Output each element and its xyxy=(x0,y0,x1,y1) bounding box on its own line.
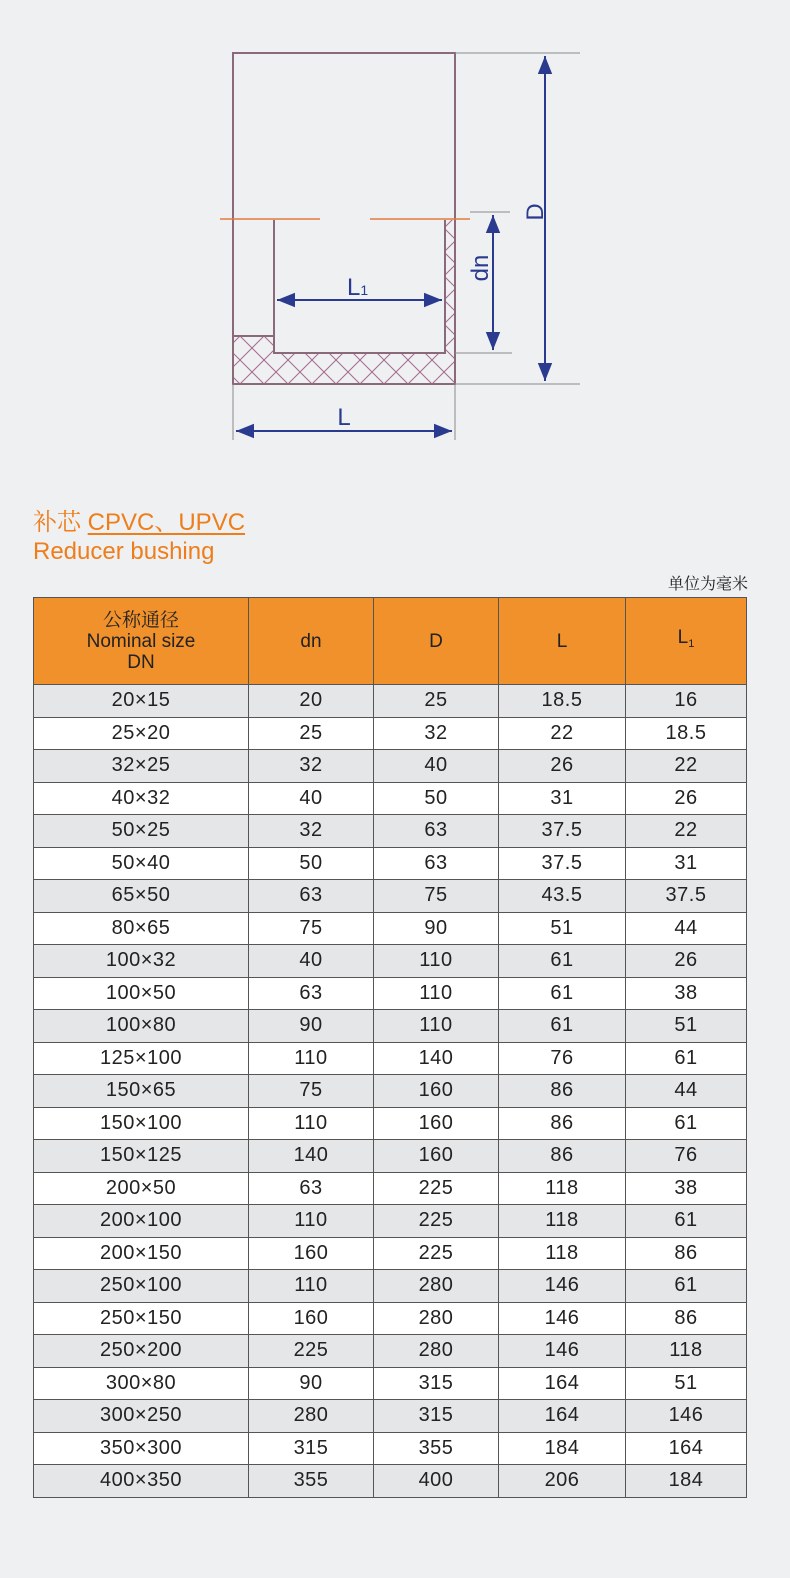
table-cell: 300×80 xyxy=(34,1367,249,1400)
table-row xyxy=(34,1302,747,1335)
table-cell: 355 xyxy=(374,1432,499,1465)
table-row xyxy=(34,1140,747,1173)
table-cell: 146 xyxy=(626,1400,747,1433)
reducer-bushing-diagram xyxy=(0,0,790,500)
table-cell: 20 xyxy=(249,685,374,718)
table-row xyxy=(34,1205,747,1238)
table-cell: 164 xyxy=(626,1432,747,1465)
table-cell: 37.5 xyxy=(626,880,747,913)
table-cell: 86 xyxy=(626,1237,747,1270)
table-row xyxy=(34,1075,747,1108)
header-L: L xyxy=(499,598,626,685)
table-cell: 22 xyxy=(499,717,626,750)
table-cell: 184 xyxy=(626,1465,747,1498)
table-cell: 38 xyxy=(626,977,747,1010)
table-row xyxy=(34,1237,747,1270)
table-row xyxy=(34,1270,747,1303)
table-cell: 75 xyxy=(249,912,374,945)
table-cell: 32×25 xyxy=(34,750,249,783)
table-cell: 90 xyxy=(249,1010,374,1043)
table-cell: 160 xyxy=(374,1075,499,1108)
table-cell: 40 xyxy=(374,750,499,783)
table-cell: 38 xyxy=(626,1172,747,1205)
table-cell: 22 xyxy=(626,815,747,848)
table-row xyxy=(34,945,747,978)
table-cell: 110 xyxy=(374,945,499,978)
table-cell: 100×80 xyxy=(34,1010,249,1043)
table-cell: 90 xyxy=(374,912,499,945)
table-cell: 86 xyxy=(499,1140,626,1173)
table-cell: 118 xyxy=(499,1172,626,1205)
table-cell: 150×125 xyxy=(34,1140,249,1173)
table-cell: 200×150 xyxy=(34,1237,249,1270)
table-cell: 160 xyxy=(374,1107,499,1140)
table-cell: 184 xyxy=(499,1432,626,1465)
table-cell: 110 xyxy=(249,1107,374,1140)
table-cell: 25 xyxy=(249,717,374,750)
table-cell: 40 xyxy=(249,945,374,978)
table-row xyxy=(34,977,747,1010)
table-row xyxy=(34,912,747,945)
table-cell: 63 xyxy=(374,847,499,880)
table-cell: 61 xyxy=(626,1270,747,1303)
table-cell: 50×25 xyxy=(34,815,249,848)
table-cell: 150×65 xyxy=(34,1075,249,1108)
table-cell: 25×20 xyxy=(34,717,249,750)
table-cell: 44 xyxy=(626,912,747,945)
table-cell: 100×32 xyxy=(34,945,249,978)
table-cell: 140 xyxy=(249,1140,374,1173)
table-cell: 50×40 xyxy=(34,847,249,880)
dimension-table xyxy=(33,597,747,1498)
title-block xyxy=(33,508,245,566)
table-cell: 37.5 xyxy=(499,815,626,848)
table-cell: 150×100 xyxy=(34,1107,249,1140)
table-cell: 110 xyxy=(249,1205,374,1238)
title-en: Reducer bushing xyxy=(33,538,215,565)
table-row xyxy=(34,847,747,880)
table-cell: 43.5 xyxy=(499,880,626,913)
table-cell: 51 xyxy=(626,1010,747,1043)
table-cell: 18.5 xyxy=(626,717,747,750)
table-cell: 160 xyxy=(249,1302,374,1335)
table-cell: 146 xyxy=(499,1335,626,1368)
hatched-wall xyxy=(233,220,455,384)
table-cell: 76 xyxy=(626,1140,747,1173)
header-dn: dn xyxy=(249,598,374,685)
table-cell: 61 xyxy=(626,1042,747,1075)
table-cell: 31 xyxy=(499,782,626,815)
table-cell: 200×50 xyxy=(34,1172,249,1205)
header-nominal-size: 公称通径 Nominal size DN xyxy=(34,598,249,685)
table-cell: 100×50 xyxy=(34,977,249,1010)
title-materials: CPVC、UPVC xyxy=(87,509,246,536)
table-row xyxy=(34,685,747,718)
table-cell: 40 xyxy=(249,782,374,815)
table-row xyxy=(34,1172,747,1205)
table-cell: 350×300 xyxy=(34,1432,249,1465)
table-cell: 225 xyxy=(374,1237,499,1270)
header-D: D xyxy=(374,598,499,685)
table-cell: 110 xyxy=(249,1042,374,1075)
table-cell: 400 xyxy=(374,1465,499,1498)
table-cell: 315 xyxy=(374,1400,499,1433)
unit-note: 单位为毫米 xyxy=(667,576,748,593)
table-cell: 86 xyxy=(499,1107,626,1140)
table-row xyxy=(34,1432,747,1465)
label-L1: L1 xyxy=(347,274,369,301)
table-cell: 65×50 xyxy=(34,880,249,913)
table-cell: 86 xyxy=(499,1075,626,1108)
table-cell: 61 xyxy=(499,977,626,1010)
table-cell: 63 xyxy=(249,977,374,1010)
table-cell: 400×350 xyxy=(34,1465,249,1498)
table-cell: 300×250 xyxy=(34,1400,249,1433)
table-cell: 51 xyxy=(499,912,626,945)
table-header-row xyxy=(34,598,747,685)
table-cell: 125×100 xyxy=(34,1042,249,1075)
table-cell: 50 xyxy=(249,847,374,880)
table-row xyxy=(34,1010,747,1043)
table-cell: 61 xyxy=(499,1010,626,1043)
label-D: D xyxy=(522,203,549,221)
table-cell: 280 xyxy=(374,1270,499,1303)
table-cell: 225 xyxy=(249,1335,374,1368)
table-cell: 225 xyxy=(374,1205,499,1238)
table-cell: 26 xyxy=(626,945,747,978)
table-cell: 20×15 xyxy=(34,685,249,718)
table-cell: 164 xyxy=(499,1400,626,1433)
table-cell: 61 xyxy=(626,1205,747,1238)
table-cell: 110 xyxy=(249,1270,374,1303)
table-cell: 280 xyxy=(249,1400,374,1433)
table-cell: 18.5 xyxy=(499,685,626,718)
table-cell: 86 xyxy=(626,1302,747,1335)
table-cell: 250×150 xyxy=(34,1302,249,1335)
table-cell: 280 xyxy=(374,1302,499,1335)
label-L: L xyxy=(337,404,351,431)
table-cell: 250×200 xyxy=(34,1335,249,1368)
table-cell: 37.5 xyxy=(499,847,626,880)
table-cell: 63 xyxy=(374,815,499,848)
table-row xyxy=(34,1107,747,1140)
table-cell: 146 xyxy=(499,1302,626,1335)
table-cell: 26 xyxy=(499,750,626,783)
table-cell: 63 xyxy=(249,1172,374,1205)
table-cell: 32 xyxy=(249,815,374,848)
table-row xyxy=(34,815,747,848)
table-cell: 80×65 xyxy=(34,912,249,945)
label-dn: dn xyxy=(467,254,494,282)
table-row xyxy=(34,717,747,750)
table-row xyxy=(34,1400,747,1433)
table-cell: 61 xyxy=(499,945,626,978)
table-cell: 206 xyxy=(499,1465,626,1498)
table-cell: 250×100 xyxy=(34,1270,249,1303)
header-L1: $L_1$ xyxy=(626,598,747,685)
table-row xyxy=(34,880,747,913)
table-cell: 315 xyxy=(249,1432,374,1465)
table-row xyxy=(34,1335,747,1368)
table-cell: 76 xyxy=(499,1042,626,1075)
table-cell: 40×32 xyxy=(34,782,249,815)
table-cell: 118 xyxy=(499,1237,626,1270)
table-cell: 160 xyxy=(249,1237,374,1270)
table-cell: 160 xyxy=(374,1140,499,1173)
table-cell: 90 xyxy=(249,1367,374,1400)
table-cell: 355 xyxy=(249,1465,374,1498)
table-row xyxy=(34,782,747,815)
table-cell: 63 xyxy=(249,880,374,913)
table-cell: 118 xyxy=(499,1205,626,1238)
table-cell: 51 xyxy=(626,1367,747,1400)
table-row xyxy=(34,750,747,783)
table-cell: 200×100 xyxy=(34,1205,249,1238)
table-cell: 225 xyxy=(374,1172,499,1205)
table-cell: 32 xyxy=(374,717,499,750)
table-cell: 110 xyxy=(374,977,499,1010)
table-cell: 50 xyxy=(374,782,499,815)
table-cell: 31 xyxy=(626,847,747,880)
table-cell: 315 xyxy=(374,1367,499,1400)
table-cell: 22 xyxy=(626,750,747,783)
table-cell: 44 xyxy=(626,1075,747,1108)
table-row xyxy=(34,1042,747,1075)
table-row xyxy=(34,1465,747,1498)
table-cell: 164 xyxy=(499,1367,626,1400)
table-cell: 26 xyxy=(626,782,747,815)
table-cell: 16 xyxy=(626,685,747,718)
table-cell: 75 xyxy=(374,880,499,913)
table-row xyxy=(34,1367,747,1400)
table-cell: 61 xyxy=(626,1107,747,1140)
table-cell: 280 xyxy=(374,1335,499,1368)
table-cell: 32 xyxy=(249,750,374,783)
table-cell: 118 xyxy=(626,1335,747,1368)
table-cell: 146 xyxy=(499,1270,626,1303)
table-cell: 25 xyxy=(374,685,499,718)
table-cell: 75 xyxy=(249,1075,374,1108)
title-zh: 补芯 CPVC、UPVC xyxy=(33,509,246,536)
table-cell: 110 xyxy=(374,1010,499,1043)
table-cell: 140 xyxy=(374,1042,499,1075)
